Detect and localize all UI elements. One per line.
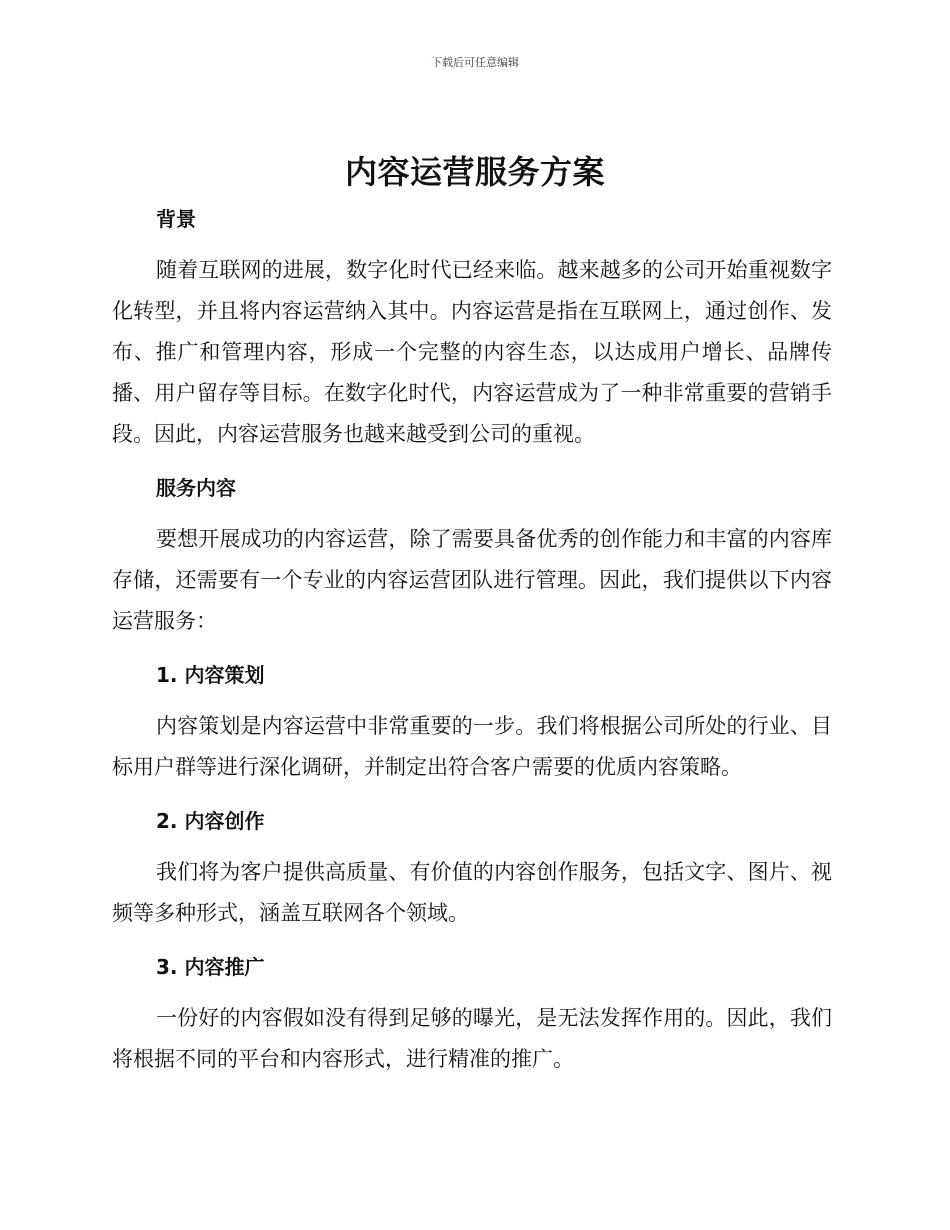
header-note: 下载后可任意编辑 [431,56,519,69]
section-service-content [112,469,832,656]
section-heading: 3. 内容推广 [156,955,265,979]
document-title: 内容运营服务方案 [344,153,605,191]
section-background [112,200,832,469]
section-heading: 背景 [156,207,196,231]
section-content-creation [112,802,832,948]
section-heading: 2. 内容创作 [156,809,265,833]
section-heading: 服务内容 [156,476,236,500]
section-heading: 1. 内容策划 [156,663,265,687]
section-paragraph: 我们将为客户提供高质量、有价值的内容创作服务，包括文字、图片、视频等多种形式，涵盖互联网各个领域。 [112,860,832,925]
section-paragraph: 随着互联网的进展，数字化时代已经来临。越来越多的公司开始重视数字化转型，并且将内容运营纳入其中。内容运营是指在互联网上，通过创作、发布、推广和管理内容，形成一个完整的内容生态，以达成用户增长、品牌传播、用户留存等目标。在数字化时代，内容运营成为了一种非常重要的营销手段。因此，内容运营服务也越来越受到公司的重视。 [112,258,832,446]
section-paragraph: 内容策划是内容运营中非常重要的一步。我们将根据公司所处的行业、目标用户群等进行深化调研，并制定出符合客户需要的优质内容策略。 [112,714,832,779]
section-content-promotion [112,948,832,1080]
document-body [112,200,832,1080]
section-paragraph: 要想开展成功的内容运营，除了需要具备优秀的创作能力和丰富的内容库存储，还需要有一个专业的内容运营团队进行管理。因此，我们提供以下内容运营服务： [112,527,832,633]
section-paragraph: 一份好的内容假如没有得到足够的曝光，是无法发挥作用的。因此，我们将根据不同的平台和内容形式，进行精准的推广。 [112,1006,832,1071]
section-content-planning [112,656,832,802]
